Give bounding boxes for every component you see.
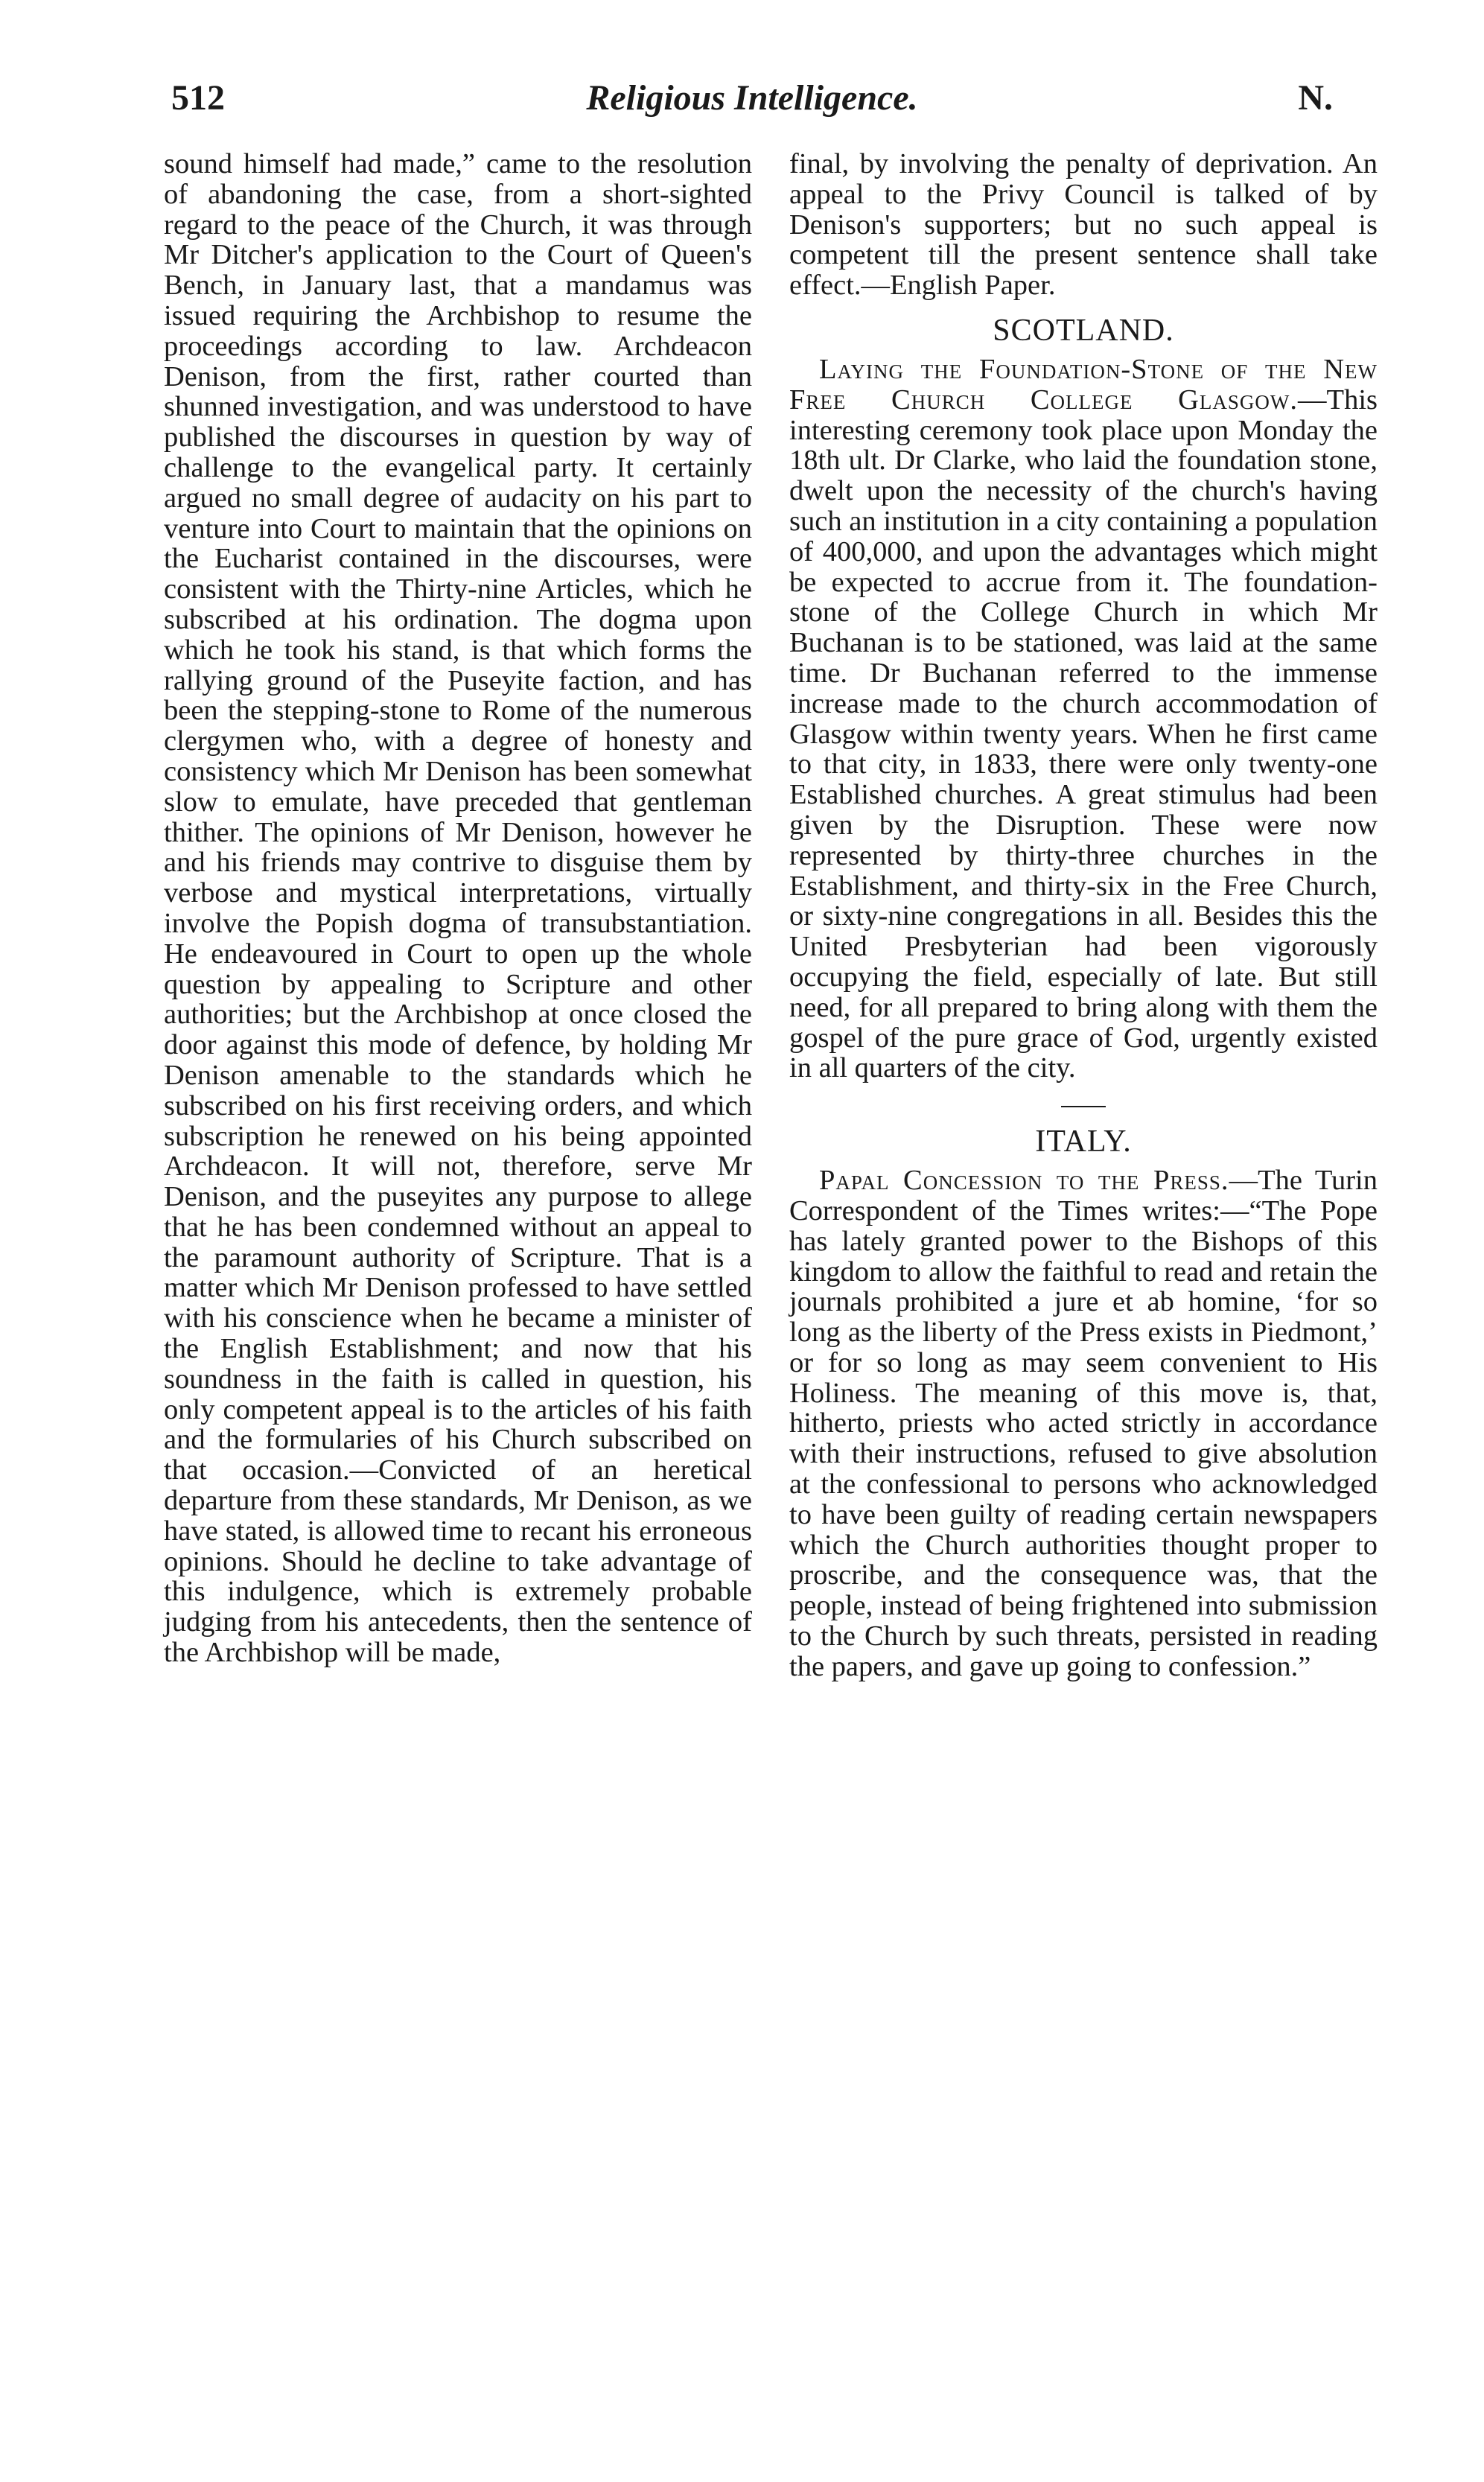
continuation-paragraph: final, by involving the penalty of deprivation. An appeal to the Privy Council is talked of by Denison's supporters; but no such appeal is competent till the present sentence shall take effect.—English Paper. xyxy=(789,148,1378,302)
article-paragraph: sound himself had made,” came to the resolution of abandoning the case, from a short-sighted regard to the peace of the Church, it was through Mr Ditcher's application to the Court of Queen's Bench, in January last, that a mandamus was issued requiring the Archbishop to resume the proceedings according to law. Archdeacon Denison, from the first, rather courted than shunned investigation, and was understood to have published the discourses in question by way of challenge to the evangelical party. It certainly argued no small degree of audacity on his part to venture into Court to maintain that the opinions on the Eucharist contained in the discourses, were consistent with the Thirty-nine Articles, which he subscribed at his ordination. The dogma upon which he took his stand, is that which forms the rallying ground of the Puseyite faction, and has been the stepping-stone to Rome of the numerous clergymen who, with a degree of honesty and consistency which Mr Denison has been somewhat slow to emulate, have preceded that gentleman thither. The opinions of Mr Denison, however he and his friends may contrive to disguise them by verbose and mystical interpretations, virtually involve the Popish dogma of transubstantiation. He endeavoured in Court to open up the whole question by appealing to Scripture and other authorities; but the Archbishop at once closed the door against this mode of defence, by holding Mr Denison amenable to the standards which he subscribed on his first receiving orders, and which subscription he renewed on his being appointed Archdeacon. It will not, therefore, serve Mr Denison, and the puseyites any purpose to allege that he has been condemned without an appeal to the paramount authority of Scripture. That is a matter which Mr Denison professed to have settled with his conscience when he became a minister of the English Establishment; and now that his soundness in the faith is called in question, his only competent appeal is to the articles of his faith and the formularies of his Church subscribed on that occasion.—Convicted of an heretical departure from these standards, Mr Denison, as we have stated, is allowed time to recant his erroneous opinions. Should he decline to take advantage of this indulgence, which is extremely probable judging from his antecedents, then the sentence of the Archbishop will be made, xyxy=(164,148,752,1669)
article-body: —The Turin Correspondent of the Times writes:—“The Pope has lately granted power to the Bishops of this kingdom to allow the faithful to read and retain the journals prohibited a jure et ab homine, ‘for so long as the liberty of the Press exists in Piedmont,’ or for so long as may seem convenient to His Holiness. The meaning of this move is, that, hitherto, priests who acted strictly in accordance with their instructions, refused to give absolution at the confessional to persons who acknowledged to have been guilty of reading certain newspapers which the Church authorities thought proper to proscribe, and the consequence was, that the people, instead of being frightened into submission to the Church by such threats, persisted in reading the papers, and gave up going to confession.” xyxy=(789,1165,1378,1682)
page-header xyxy=(171,77,1333,131)
article-body: —This interesting ceremony took place upon Monday the 18th ult. Dr Clarke, who laid the foundation stone, dwelt upon the necessity of the church's having such an institution in a city containing a population of 400,000, and upon the advantages which might be expected to accrue from it. The foundation-stone of the College Church in which Mr Buchanan is to be stationed, was laid at the same time. Dr Buchanan referred to the immense increase made to the church accommodation of Glasgow within twenty years. When he first came to that city, in 1833, there were only twenty-one Established churches. A great stimulus had been given by the Disruption. These were now represented by thirty-three churches in the Establishment, and thirty-six in the Free Church, or sixty-nine congregations in all. Besides this the United Presbyterian had been vigorously occupying the field, especially of late. But still need, for all prepared to bring along with them the gospel of the pure grace of God, urgently existed in all quarters of the city. xyxy=(789,384,1378,1084)
italy-article xyxy=(789,1165,1378,1682)
section-heading-italy: ITALY. xyxy=(1035,1124,1132,1159)
running-head: Religious Intelligence. xyxy=(586,78,918,118)
header-signature-mark: N. xyxy=(1298,78,1333,118)
article-lead-in: Papal Concession to the Press. xyxy=(819,1165,1229,1197)
right-column xyxy=(789,149,1378,1682)
left-column xyxy=(164,149,752,1668)
section-heading-scotland: SCOTLAND. xyxy=(993,313,1174,348)
scotland-article xyxy=(789,354,1378,1084)
page-number: 512 xyxy=(171,78,225,118)
section-divider xyxy=(1061,1106,1106,1107)
article-lead-in: Laying the Foundation-Stone of the New Free Church College Glasgow. xyxy=(789,353,1378,416)
